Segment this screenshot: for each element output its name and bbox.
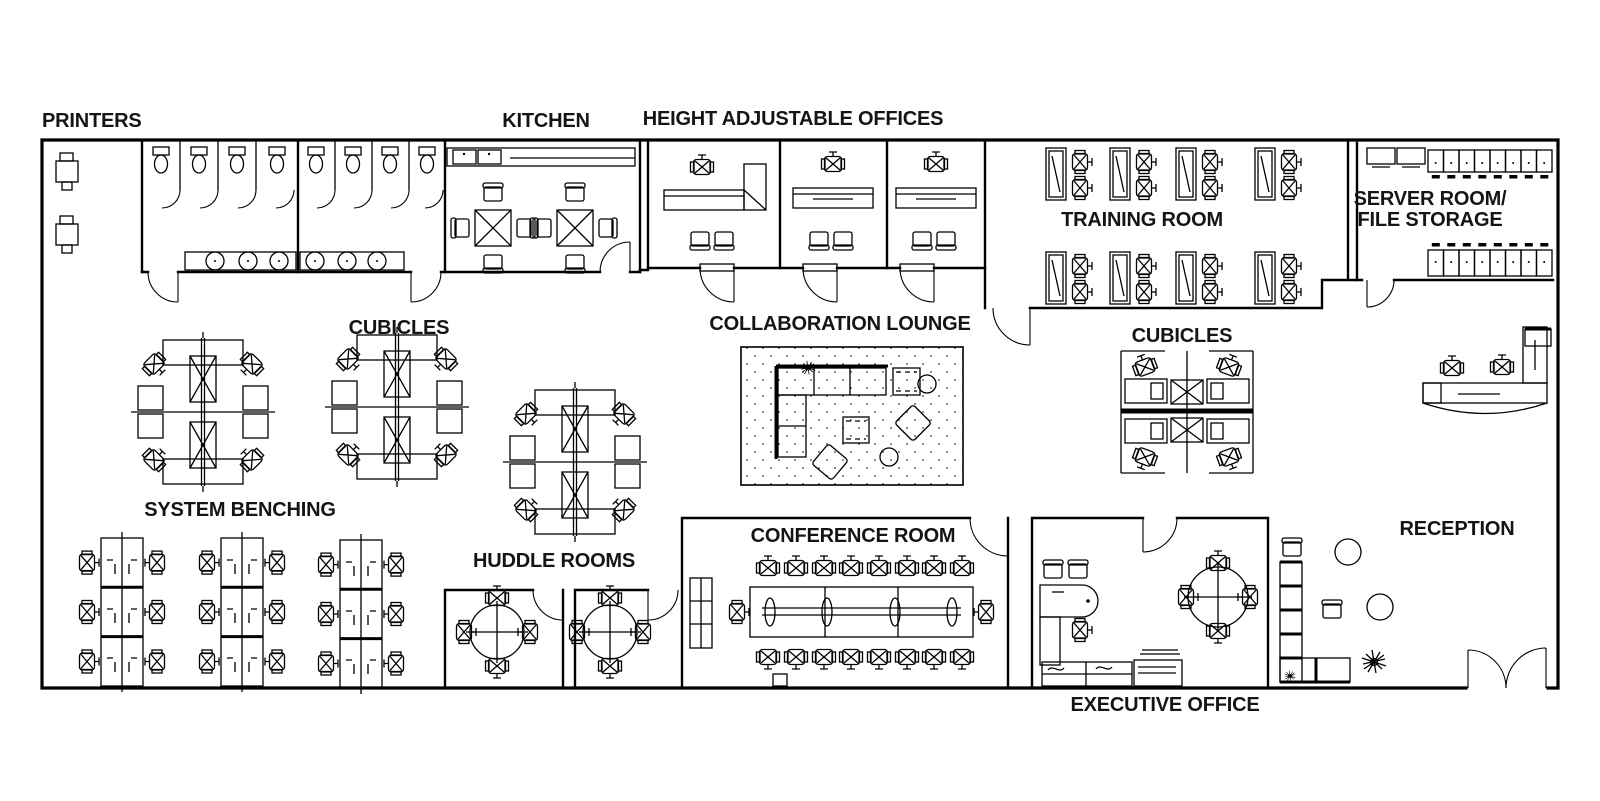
server-rack	[1397, 148, 1425, 164]
huddle-room-1	[457, 586, 538, 678]
meeting-table	[1179, 551, 1258, 643]
height-adjustable-offices	[664, 152, 976, 250]
cubicle-cluster	[325, 327, 469, 487]
conference-room	[690, 556, 994, 686]
label-conference-room: CONFERENCE ROOM	[750, 525, 956, 547]
label-kitchen: KITCHEN	[502, 110, 590, 132]
kitchen-table	[533, 183, 617, 273]
kitchen-table	[451, 183, 535, 273]
label-huddle-rooms: HUDDLE ROOMS	[472, 550, 636, 572]
kitchen	[447, 148, 635, 273]
trash-bin	[773, 674, 787, 686]
executive-office	[1040, 551, 1258, 686]
office-1	[664, 155, 766, 250]
conference-table	[750, 587, 973, 637]
credenza	[1042, 650, 1182, 686]
huddle-room-2	[570, 586, 651, 678]
label-reception: RECEPTION	[1399, 518, 1515, 540]
label-cubicles-right: CUBICLES	[1131, 325, 1233, 347]
label-executive-office: EXECUTIVE OFFICE	[1070, 694, 1260, 716]
lounge-chair	[1282, 538, 1302, 556]
file-cabinet-row-bottom	[1428, 243, 1552, 276]
printer-area	[56, 153, 78, 253]
system-benching	[80, 532, 404, 694]
file-cabinet-row-top	[1428, 150, 1552, 179]
lounge-chair	[1322, 600, 1342, 618]
kitchen-counter	[447, 148, 635, 166]
printer-icon	[56, 216, 78, 253]
shelving-unit	[1280, 562, 1350, 682]
cubicle-pod	[1121, 351, 1253, 473]
server-rack	[1367, 148, 1395, 164]
bench-cluster	[200, 532, 285, 692]
office-3	[896, 152, 976, 250]
bench-cluster	[80, 532, 165, 692]
collaboration-lounge	[741, 347, 963, 485]
plant-icon	[1285, 671, 1296, 681]
plant-icon	[1362, 650, 1386, 673]
reception-lounge	[1280, 538, 1393, 682]
restrooms	[153, 140, 435, 270]
printer-icon	[56, 153, 78, 190]
round-table	[1367, 594, 1393, 620]
bench-cluster	[319, 534, 404, 694]
reception-desk	[1423, 327, 1551, 414]
round-table	[1335, 539, 1361, 565]
office-2	[793, 152, 873, 250]
label-collaboration-lounge: COLLABORATION LOUNGE	[709, 313, 971, 335]
label-server-room: SERVER ROOM/ FILE STORAGE	[1353, 188, 1507, 231]
cubicle-cluster	[131, 332, 275, 492]
label-cubicles-left: CUBICLES	[348, 317, 450, 339]
label-training-room: TRAINING ROOM	[1061, 209, 1223, 231]
label-printers: PRINTERS	[42, 110, 142, 132]
label-system-benching: SYSTEM BENCHING	[144, 499, 336, 521]
label-height-adjustable-offices: HEIGHT ADJUSTABLE OFFICES	[642, 108, 944, 130]
cubicle-cluster	[503, 382, 647, 542]
